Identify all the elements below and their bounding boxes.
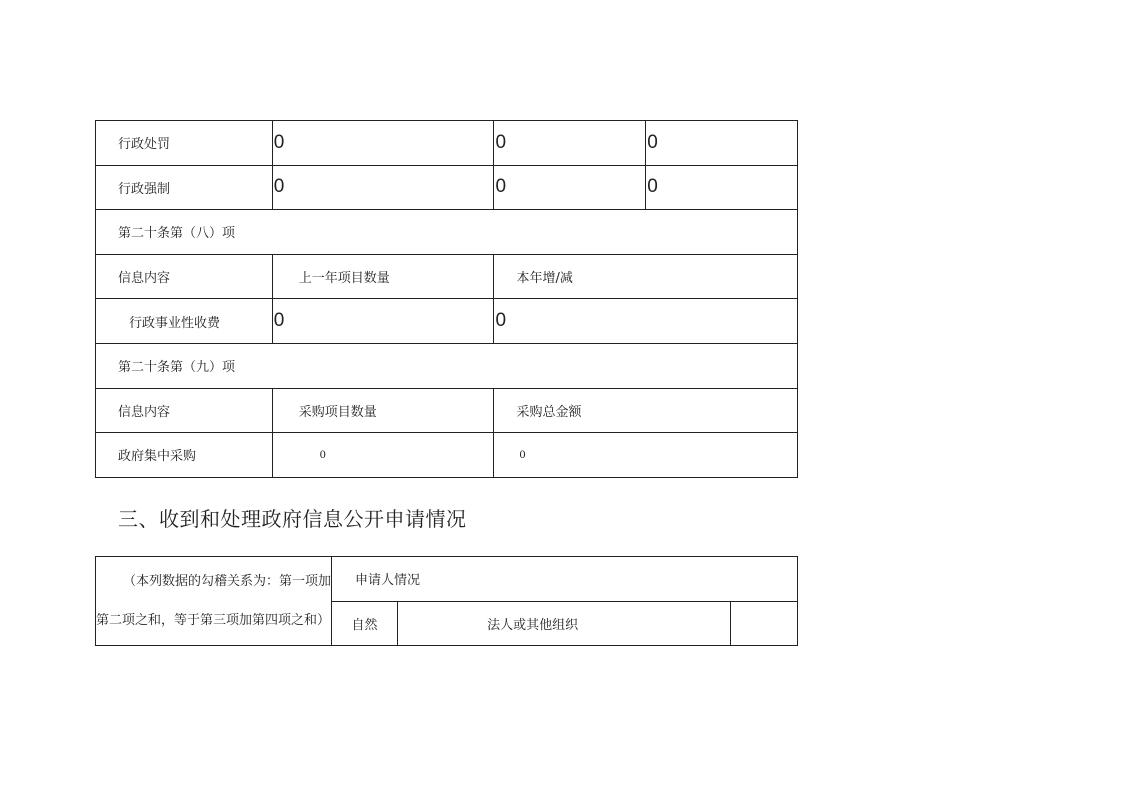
- table-row: [96, 165, 798, 210]
- note-line: （本列数据的勾稽关系为：第一项加: [123, 574, 332, 589]
- article-heading: 第二十条第（九）项: [96, 343, 798, 388]
- legal-person-header: 法人或其他组织: [398, 601, 731, 646]
- section-heading: 三、收到和处理政府信息公开申请情况: [118, 507, 467, 531]
- applicant-header: 申请人情况: [332, 557, 798, 602]
- row-label: 行政事业性收费: [96, 299, 273, 344]
- cell-value: 0: [646, 165, 798, 210]
- table-row: [96, 388, 798, 433]
- row-label: 行政强制: [96, 165, 273, 210]
- note-line: 第二项之和，等于第三项加第四项之和）: [96, 613, 331, 628]
- header-cell: 信息内容: [96, 254, 273, 299]
- cell-value: 0: [494, 121, 646, 166]
- table-row: [96, 557, 798, 602]
- table-row: [96, 343, 798, 388]
- application-table: [95, 556, 798, 646]
- cell-value: 0: [272, 299, 494, 344]
- table-row: [96, 210, 798, 255]
- table-row: [96, 299, 798, 344]
- note-cell: [96, 557, 332, 646]
- cell-value: 0: [272, 165, 494, 210]
- table-row: [96, 254, 798, 299]
- article-heading: 第二十条第（八）项: [96, 210, 798, 255]
- natural-person-header: 自然: [332, 601, 398, 646]
- table-row: [96, 121, 798, 166]
- cell-value: 0: [494, 165, 646, 210]
- header-cell: 上一年项目数量: [272, 254, 494, 299]
- header-cell: 采购总金额: [494, 388, 798, 433]
- cell-value: 0: [272, 121, 494, 166]
- cell-value: 0: [494, 433, 798, 478]
- cell-value: 0: [494, 299, 798, 344]
- row-label: 政府集中采购: [96, 433, 273, 478]
- cell-value: 0: [272, 433, 494, 478]
- cell-value: 0: [646, 121, 798, 166]
- table-row: [96, 433, 798, 478]
- header-cell: 信息内容: [96, 388, 273, 433]
- header-text: 减: [559, 270, 573, 286]
- disclosure-table: [95, 120, 798, 478]
- header-text: 本年增/: [516, 271, 560, 287]
- header-cell: [494, 254, 798, 299]
- empty-cell: [731, 601, 798, 646]
- header-cell: 采购项目数量: [272, 388, 494, 433]
- row-label: 行政处罚: [96, 121, 273, 166]
